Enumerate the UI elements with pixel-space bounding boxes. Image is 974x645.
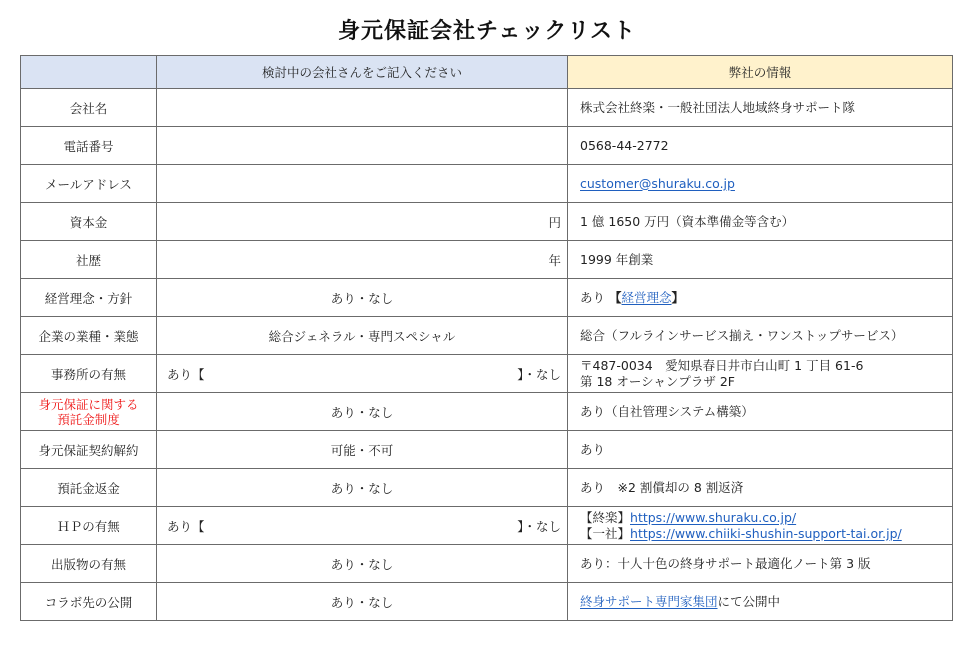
table-row: [21, 545, 953, 583]
label-line-2: 預託金制度: [57, 411, 120, 427]
table-row: [21, 241, 953, 279]
competitor-choice-cell[interactable]: 総合ジェネラル・専門スペシャル: [157, 317, 568, 355]
competitor-choice-cell[interactable]: あり・なし: [157, 545, 568, 583]
competitor-choice-cell[interactable]: あり・なし: [157, 469, 568, 507]
row-label: ＨＰの有無: [21, 507, 157, 545]
choice-no: 】・なし: [517, 518, 561, 534]
checklist-table: [20, 55, 953, 621]
our-info-cell: [568, 355, 953, 393]
our-info-cell: [568, 279, 953, 317]
choice-no: 】・なし: [517, 366, 561, 382]
our-info-cell: 株式会社終楽・一般社団法人地域終身サポート隊: [568, 89, 953, 127]
site-label-ippansha: 【一社】: [580, 525, 631, 541]
choice-yes-bracket: あり【: [167, 366, 205, 382]
competitor-input-cell[interactable]: [157, 203, 568, 241]
our-info-cell: 1 億 1650 万円（資本準備金等含む）: [568, 203, 953, 241]
header-our-info-column: 弊社の情報: [568, 56, 953, 89]
our-info-cell: [568, 165, 953, 203]
table-row: [21, 165, 953, 203]
table-row: [21, 469, 953, 507]
table-row: [21, 583, 953, 621]
our-info-cell: 総合（フルラインサービス揃え・ワンストップサービス）: [568, 317, 953, 355]
our-info-cell: 1999 年創業: [568, 241, 953, 279]
table-row: [21, 89, 953, 127]
site-label-shuraku: 【終楽】: [580, 509, 631, 525]
choice-yes-bracket: あり【: [167, 518, 205, 534]
table-row: [21, 317, 953, 355]
text-prefix: あり: [580, 289, 606, 305]
unit-label: 年: [548, 252, 561, 268]
row-label: 社歴: [21, 241, 157, 279]
competitor-choice-cell[interactable]: あり・なし: [157, 583, 568, 621]
our-info-cell: [568, 507, 953, 545]
table-row: [21, 127, 953, 165]
row-label: メールアドレス: [21, 165, 157, 203]
our-info-cell: あり: [568, 431, 953, 469]
address-line-2: 第 18 オーシャンプラザ 2F: [580, 373, 735, 389]
table-row: [21, 431, 953, 469]
page-title: 身元保証会社チェックリスト: [338, 18, 636, 44]
competitor-choice-cell[interactable]: あり・なし: [157, 393, 568, 431]
email-link[interactable]: customer@shuraku.co.jp: [580, 175, 735, 191]
table-row: [21, 393, 953, 431]
row-label: コラボ先の公開: [21, 583, 157, 621]
row-label: 会社名: [21, 89, 157, 127]
row-label: 電話番号: [21, 127, 157, 165]
table-row: [21, 279, 953, 317]
philosophy-link[interactable]: 経営理念: [621, 289, 672, 305]
our-info-cell: 0568-44-2772: [568, 127, 953, 165]
table-row: [21, 355, 953, 393]
row-label-highlighted: [21, 393, 157, 431]
row-label: 身元保証契約解約: [21, 431, 157, 469]
row-label: 預託金返金: [21, 469, 157, 507]
competitor-choice-cell[interactable]: あり・なし: [157, 279, 568, 317]
text-suffix: にて公開中: [717, 593, 781, 609]
competitor-choice-cell[interactable]: 可能・不可: [157, 431, 568, 469]
header-row: [21, 56, 953, 89]
competitor-input-cell[interactable]: [157, 507, 568, 545]
row-label: 経営理念・方針: [21, 279, 157, 317]
row-label: 出版物の有無: [21, 545, 157, 583]
bracket-open: 【: [609, 289, 622, 305]
our-info-cell: あり ※2 割償却の 8 割返済: [568, 469, 953, 507]
our-info-cell: [568, 583, 953, 621]
row-label: 企業の業種・業態: [21, 317, 157, 355]
competitor-input-cell[interactable]: [157, 127, 568, 165]
competitor-input-cell[interactable]: [157, 89, 568, 127]
chiiki-support-site-link[interactable]: https://www.chiiki-shushin-support-tai.or.jp/: [630, 525, 902, 541]
expert-group-link[interactable]: 終身サポート専門家集団: [580, 593, 718, 609]
row-label: 資本金: [21, 203, 157, 241]
competitor-input-cell[interactable]: [157, 241, 568, 279]
table-row: [21, 203, 953, 241]
header-competitor-column: 検討中の会社さんをご記入ください: [157, 56, 568, 89]
row-label: 事務所の有無: [21, 355, 157, 393]
label-line-1: 身元保証に関する: [38, 396, 139, 412]
competitor-input-cell[interactable]: [157, 355, 568, 393]
our-info-cell: あり：十人十色の終身サポート最適化ノート第 3 版: [568, 545, 953, 583]
address-line-1: 〒487-0034 愛知県春日井市白山町 1 丁目 61-6: [580, 357, 864, 373]
our-info-cell: あり（自社管理システム構築）: [568, 393, 953, 431]
unit-label: 円: [548, 214, 561, 230]
shuraku-site-link[interactable]: https://www.shuraku.co.jp/: [630, 509, 797, 525]
bracket-close: 】: [671, 289, 685, 305]
table-row: [21, 507, 953, 545]
competitor-input-cell[interactable]: [157, 165, 568, 203]
header-blank-cell: [21, 56, 157, 89]
